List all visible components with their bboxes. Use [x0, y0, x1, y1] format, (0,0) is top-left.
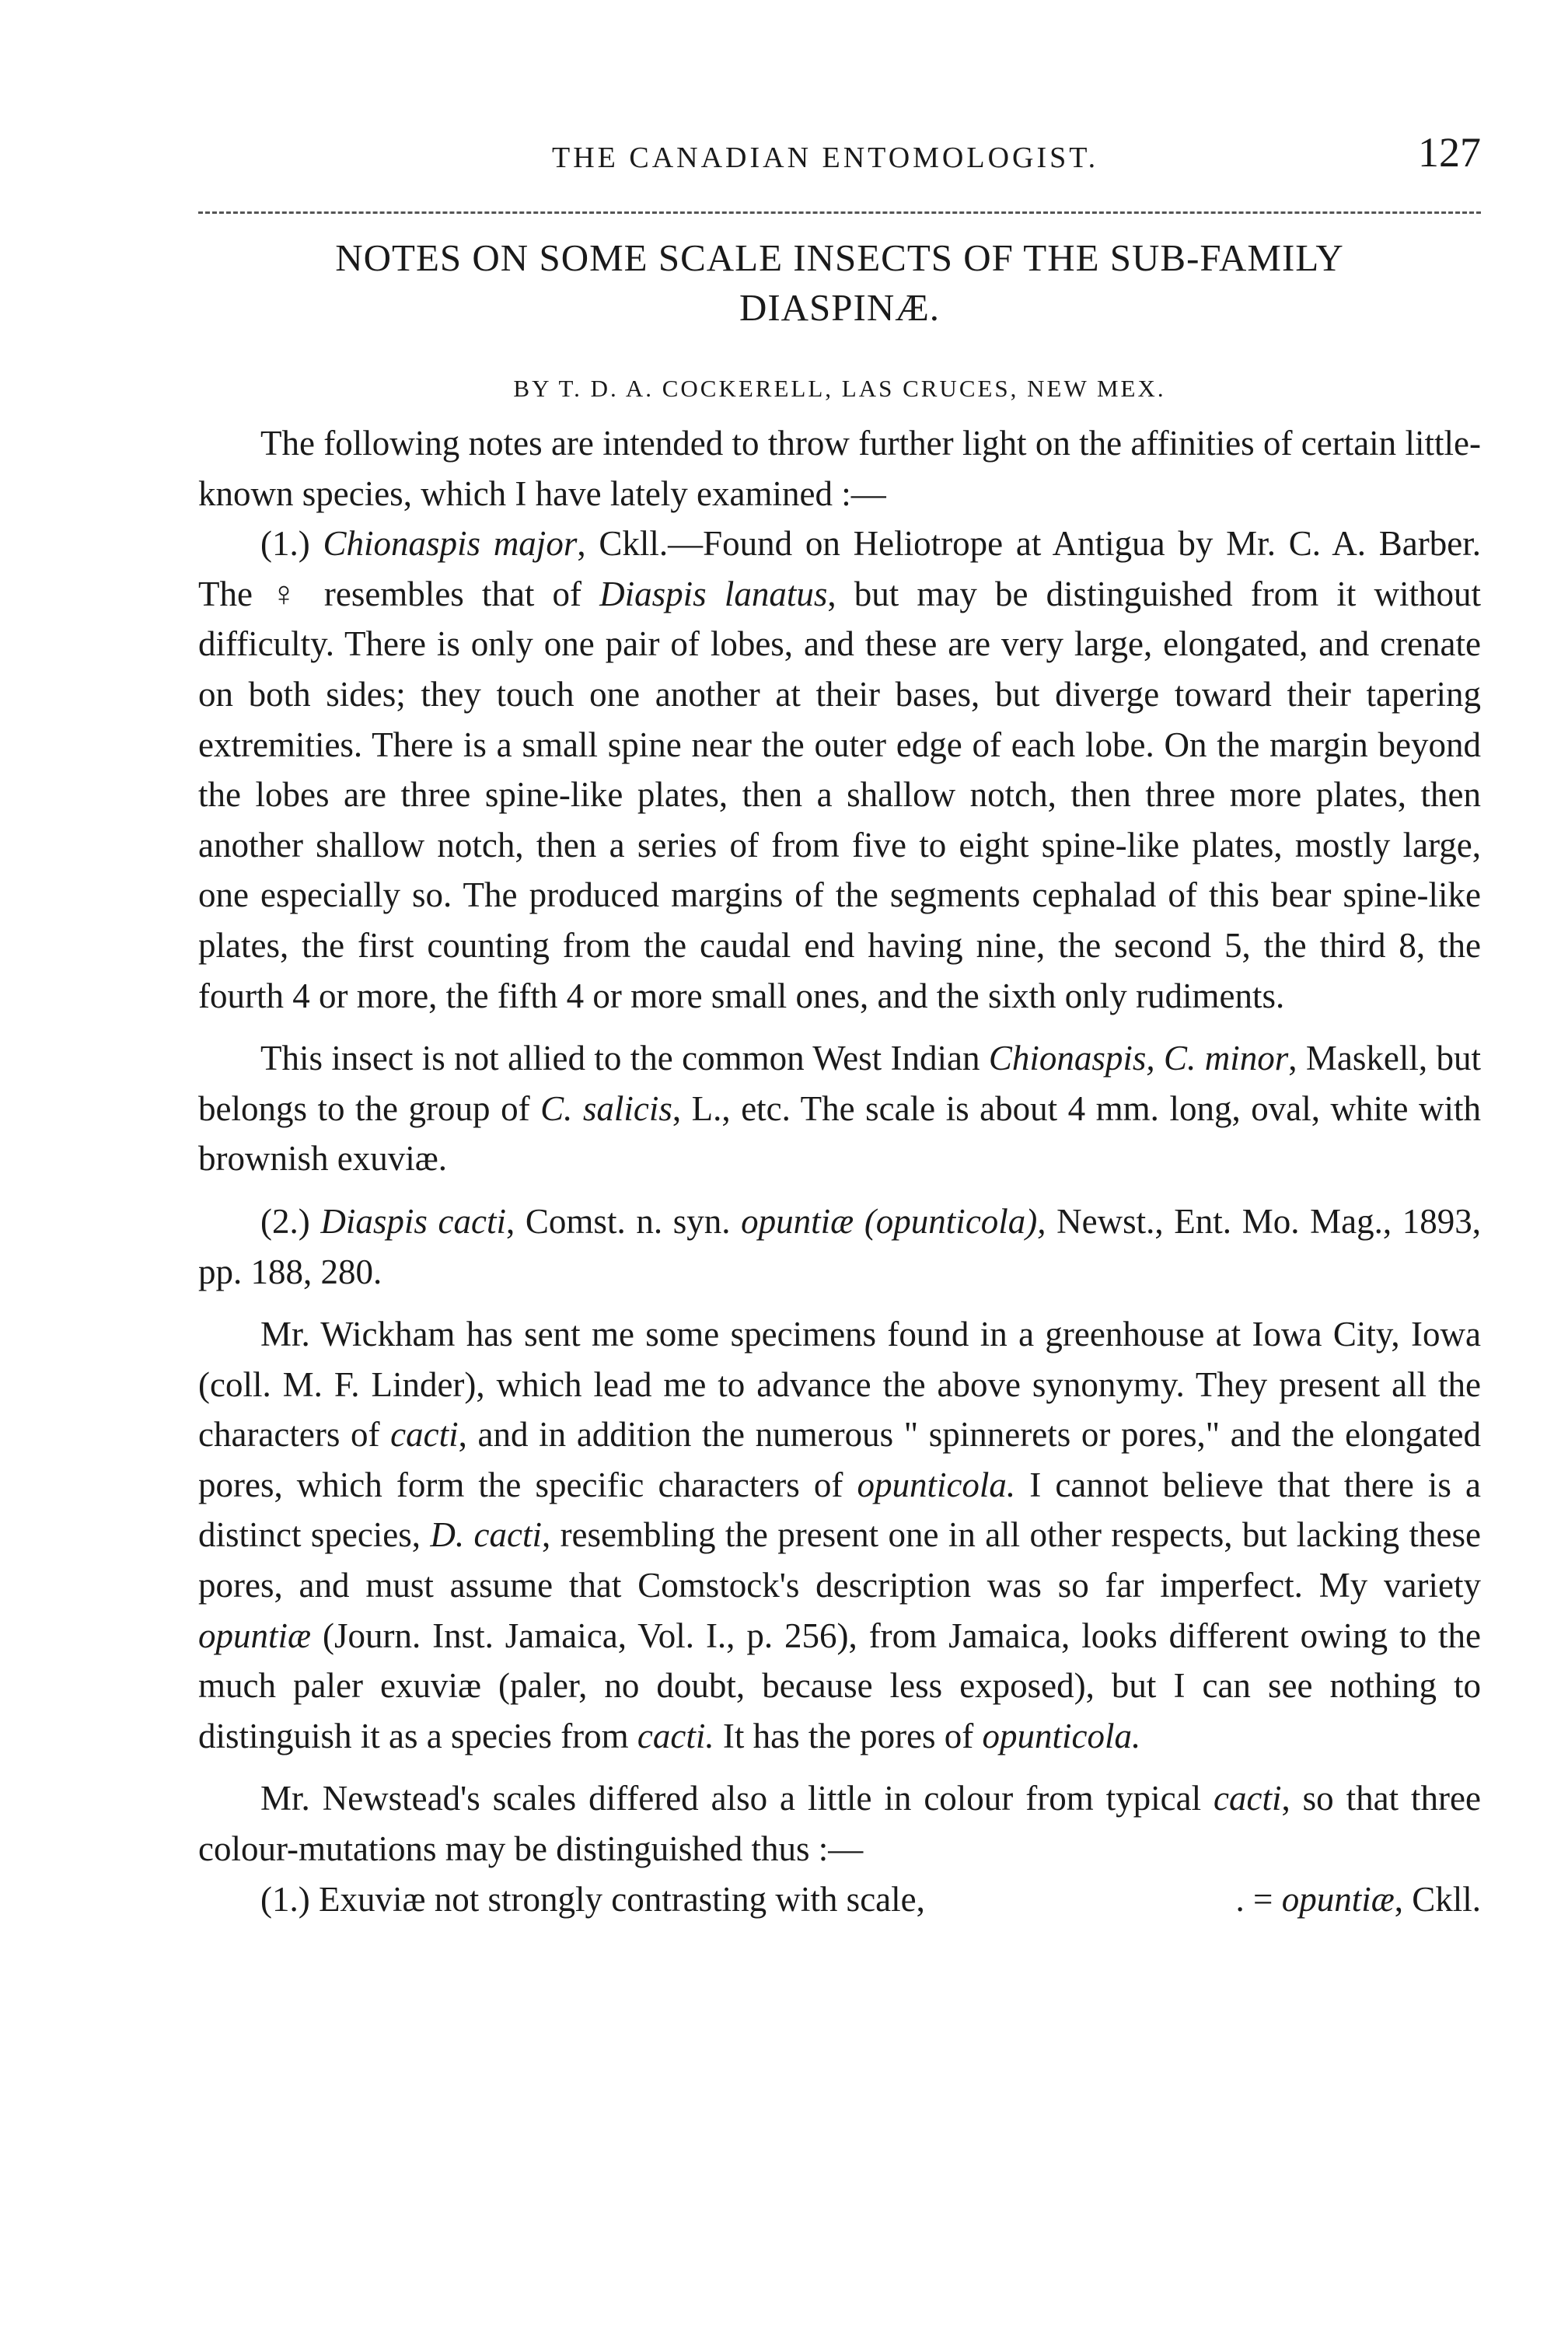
paragraph-newstead: Mr. Newstead's scales differed also a little in colour from typical cacti, so that three colour-mutations may be distinguished thus :— — [198, 1779, 1481, 1869]
paragraph-diaspis-cacti: (2.) Diaspis cacti, Comst. n. syn. opuntiæ (opunticola), Newst., Ent. Mo. Mag., 1893, pp. 188, 280. — [198, 1201, 1481, 1291]
colour-mutation-1 — [198, 1874, 1481, 1925]
paragraph-wickham: Mr. Wickham has sent me some specimens found in a greenhouse at Iowa City, Iowa (coll. M. F. Linder), which lead me to advance the above synonymy. They present all the characters of cacti, and in addition the numerous " spinnerets or pores," and the elongated pores, which form the specific characters of opunticola. I cannot believe that there is a distinct species, D. cacti, resembling the present one in all other respects, but lacking these pores, and must assume that Comstock's description was so far imperfect. My variety opuntiæ (Journ. Inst. Jamaica, Vol. I., p. 256), from Jamaica, looks different owing to the much paler exuviæ (paler, no doubt, because less exposed), but I can see nothing to distinguish it as a species from cacti. It has the pores of opunticola. — [198, 1315, 1482, 1755]
header-rule — [198, 211, 1481, 214]
page-number: 127 — [1418, 129, 1481, 176]
title-line-2: DIASPINÆ. — [739, 286, 941, 329]
running-head: THE CANADIAN ENTOMOLOGIST. — [552, 141, 1099, 174]
paragraph-intro: The following notes are intended to throw further light on the affinities of certain little-known species, which I have lately examined :— — [198, 424, 1481, 513]
mutation-name: . = opuntiæ, Ckll. — [1235, 1879, 1481, 1919]
mutation-description: (1.) Exuviæ not strongly contrasting with scale, — [260, 1879, 925, 1919]
page-header — [198, 128, 1481, 183]
article-body — [198, 418, 1481, 1924]
byline: BY T. D. A. COCKERELL, LAS CRUCES, NEW MEX. — [513, 375, 1166, 402]
title-line-1: NOTES ON SOME SCALE INSECTS OF THE SUB-FAMILY — [335, 236, 1344, 279]
paragraph-chionaspis-major: (1.) Chionaspis major, Ckll.—Found on Heliotrope at Antigua by Mr. C. A. Barber. The ♀ resembles that of Diaspis lanatus, but may be distinguished from it without difficulty. There is only one pair of lobes, and these are very large, elongated, and crenate on both sides; they touch one another at their bases, but diverge toward their tapering extremities. There is a small spine near the outer edge of each lobe. On the margin beyond the lobes are three spine-like plates, then a shallow notch, then three more plates, then another shallow notch, then a series of from five to eight spine-like plates, mostly large, one especially so. The produced margins of the segments cephalad of this bear spine-like plates, the first counting from the caudal end having nine, the second 5, the third 8, the fourth 4 or more, the fifth 4 or more small ones, and the sixth only rudiments. — [198, 524, 1481, 1015]
article-title — [198, 233, 1481, 333]
paragraph-allies: This insect is not allied to the common West Indian Chionaspis, C. minor, Maskell, but belongs to the group of C. salicis, L., etc. The scale is about 4 mm. long, oval, white with brownish exuviæ. — [198, 1039, 1482, 1179]
